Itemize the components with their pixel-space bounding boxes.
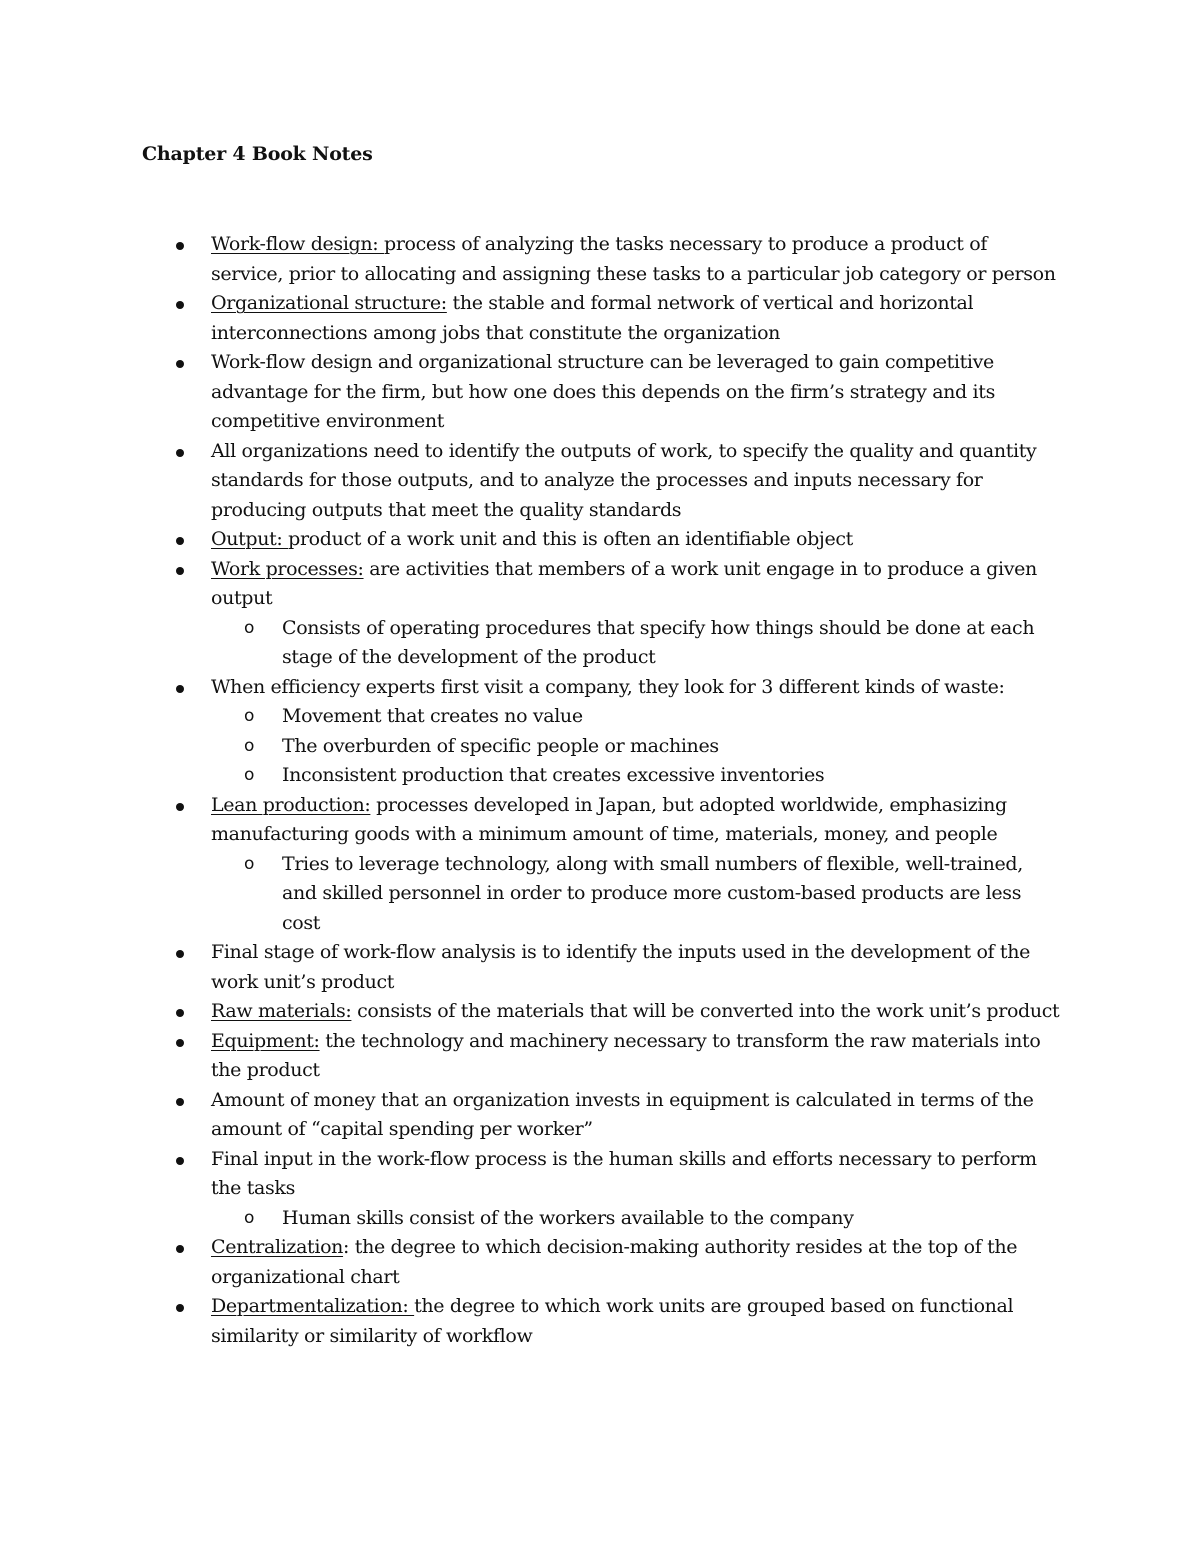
sub-bullet-icon: o <box>244 765 255 785</box>
sub-note-text: Human skills consist of the workers available to the company <box>282 1206 854 1229</box>
note-bullet <box>0 997 1061 1027</box>
sub-note <box>244 850 1062 939</box>
sub-note-text: Tries to leverage technology, along with small numbers of flexible, well-trained, and skilled personnel in order to produce more custom-based products are less cost <box>282 852 1023 934</box>
note-term: Output: <box>211 528 289 550</box>
note-term: Departmentalization: <box>211 1295 415 1317</box>
sub-note <box>244 1204 1062 1234</box>
sub-note <box>244 614 1062 673</box>
note-bullet <box>0 673 1061 791</box>
note-text: Amount of money that an organization invests in equipment is calculated in terms of the amount of “capital spending per worker” <box>211 1088 1034 1140</box>
page-title: Chapter 4 Book Notes <box>142 143 373 165</box>
sub-bullet-icon: o <box>244 1207 255 1228</box>
note-bullet <box>0 1027 1061 1086</box>
sub-note-text: Movement that creates no value <box>282 705 583 727</box>
note-term: Organizational structure: <box>211 292 447 314</box>
bullet-dot-icon <box>176 950 184 958</box>
bullet-dot-icon <box>176 1039 184 1047</box>
note-text: product of a work unit and this is often an identifiable object <box>288 528 853 550</box>
note-text: consists of the materials that will be converted into the work unit’s product <box>351 1000 1060 1022</box>
note-text: processes developed in Japan, but adopted worldwide, emphasizing manufacturing goods with a minimum amount of time, materials, money, and people <box>211 793 1007 845</box>
note-text: All organizations need to identify the outputs of work, to specify the quality and quantity standards for those outputs, and to analyze the processes and inputs necessary for producing outputs that meet the quality standards <box>211 439 1037 521</box>
note-bullet <box>0 791 1061 939</box>
note-text: are activities that members of a work unit engage in to produce a given output <box>211 557 1037 609</box>
sub-note-text: Inconsistent production that creates excessive inventories <box>282 764 825 786</box>
bullet-dot-icon <box>176 242 184 250</box>
note-term: Raw materials: <box>211 1000 352 1022</box>
bullet-dot-icon <box>176 567 184 575</box>
sub-list <box>211 614 1061 673</box>
note-bullet <box>0 1233 1061 1292</box>
sub-note-text: Consists of operating procedures that specify how things should be done at each stage of the development of the product <box>282 616 1035 668</box>
bullet-dot-icon <box>176 1009 184 1017</box>
note-bullet <box>0 938 1061 997</box>
note-text: : the degree to which decision-making authority resides at the top of the organizational chart <box>211 1236 1018 1288</box>
note-term: Equipment: <box>211 1029 320 1052</box>
note-bullet <box>0 230 1061 289</box>
note-term: Centralization <box>211 1236 344 1258</box>
sub-list <box>211 702 1061 791</box>
note-bullet <box>0 555 1061 673</box>
bullet-dot-icon <box>176 360 184 368</box>
bullet-dot-icon <box>176 685 184 693</box>
bullet-dot-icon <box>176 1098 184 1106</box>
bullet-dot-icon <box>176 537 184 545</box>
note-text: Final stage of work-flow analysis is to identify the inputs used in the development of the work unit’s product <box>211 941 1030 993</box>
note-bullet <box>0 437 1061 526</box>
note-bullet <box>0 348 1061 437</box>
note-text: Final input in the work-flow process is the human skills and efforts necessary to perform the tasks <box>211 1147 1037 1199</box>
sub-bullet-icon: o <box>244 706 255 726</box>
note-bullet <box>0 1145 1061 1234</box>
note-text: When efficiency experts first visit a company, they look for 3 different kinds of waste: <box>211 675 1005 698</box>
bullet-dot-icon <box>176 1304 184 1312</box>
note-term: Work processes: <box>211 557 364 580</box>
sub-note <box>244 761 1062 791</box>
note-text: the stable and formal network of vertical and horizontal interconnections among jobs that constitute the organization <box>211 292 974 344</box>
sub-list <box>211 850 1061 939</box>
bullet-dot-icon <box>176 803 184 811</box>
sub-note <box>244 732 1062 762</box>
sub-note <box>244 702 1062 732</box>
note-text: the degree to which work units are grouped based on functional similarity or similarity of workflow <box>211 1295 1014 1347</box>
notes-list <box>0 230 1200 1351</box>
note-text: Work-flow design and organizational structure can be leveraged to gain competitive advantage for the firm, but how one does this depends on the firm’s strategy and its competitive environment <box>211 351 995 432</box>
sub-note-text: The overburden of specific people or machines <box>282 734 719 757</box>
note-text: the technology and machinery necessary to transform the raw materials into the product <box>211 1029 1041 1081</box>
note-bullet <box>0 1086 1061 1145</box>
sub-bullet-icon: o <box>244 735 255 756</box>
sub-bullet-icon: o <box>244 617 255 638</box>
note-bullet <box>0 289 1061 348</box>
bullet-dot-icon <box>176 1245 184 1253</box>
bullet-dot-icon <box>176 1157 184 1165</box>
note-bullet <box>0 1292 1061 1351</box>
note-text: process of analyzing the tasks necessary to produce a product of service, prior to allocating and assigning these tasks to a particular job category or person <box>211 233 1056 285</box>
bullet-dot-icon <box>176 449 184 457</box>
note-term: Lean production: <box>211 793 371 816</box>
sub-list <box>211 1204 1061 1234</box>
sub-bullet-icon: o <box>244 853 255 874</box>
note-bullet <box>0 525 1061 555</box>
note-term: Work-flow design: <box>211 233 384 255</box>
bullet-dot-icon <box>176 301 184 309</box>
